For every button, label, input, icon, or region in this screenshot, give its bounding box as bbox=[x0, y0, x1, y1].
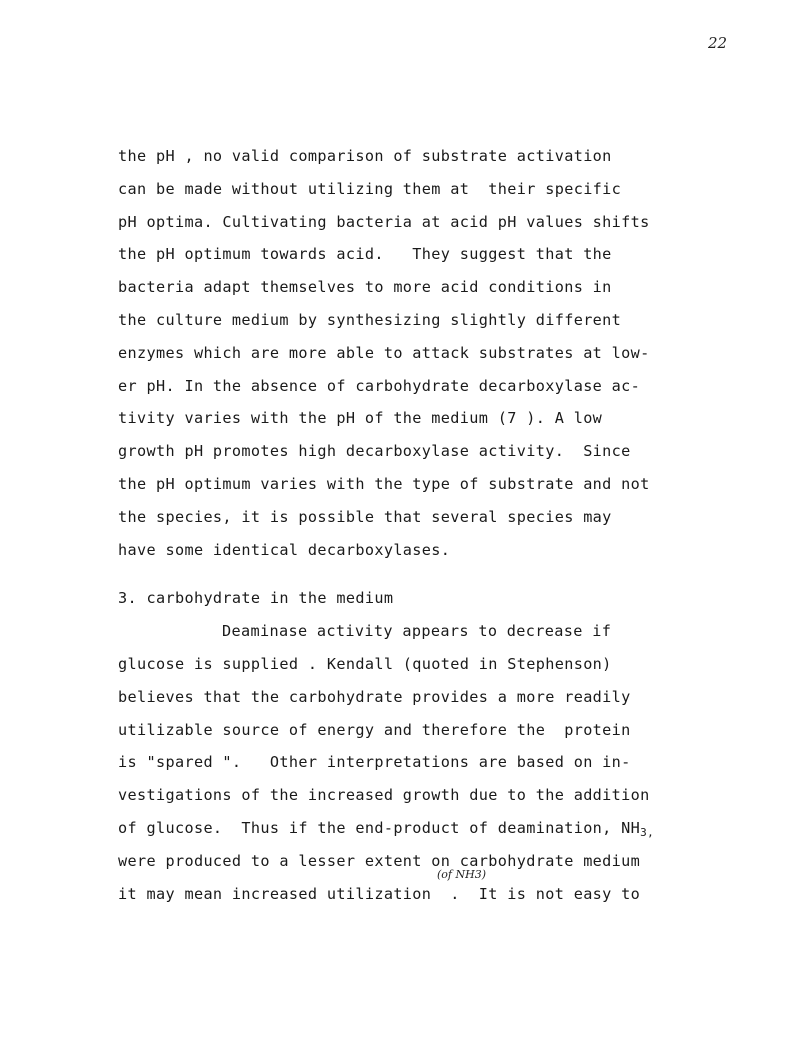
text-line: pH optima. Cultivating bacteria at acid pH values shifts bbox=[118, 212, 650, 231]
text-line: can be made without utilizing them at their specific bbox=[118, 179, 622, 198]
document-body bbox=[118, 140, 698, 910]
text-line: tivity varies with the pH of the medium (7 ). A low bbox=[118, 409, 603, 428]
text-line: the pH optimum towards acid. They suggest that the bbox=[118, 245, 612, 264]
section-heading: 3. carbohydrate in the medium bbox=[118, 589, 394, 608]
text-line: growth pH promotes high decarboxylase activity. Since bbox=[118, 442, 631, 461]
text-line: glucose is supplied . Kendall (quoted in Stephenson) bbox=[118, 654, 612, 673]
text-line: the culture medium by synthesizing slightly different bbox=[118, 310, 622, 329]
text-segment: of glucose. Thus if the end-product of deamination, NH bbox=[118, 818, 641, 837]
page-number: 22 bbox=[708, 34, 728, 52]
text-line: the species, it is possible that several species may bbox=[118, 507, 612, 526]
text-line: were produced to a lesser extent on carbohydrate medium bbox=[118, 851, 641, 870]
text-line: the pH , no valid comparison of substrate activation bbox=[118, 147, 612, 165]
text-line: the pH optimum varies with the type of substrate and not bbox=[118, 474, 650, 493]
handwritten-annotation: (of NH3) bbox=[437, 868, 486, 881]
text-line: vestigations of the increased growth due to the addition bbox=[118, 786, 650, 805]
text-line-with-formula bbox=[118, 812, 698, 845]
text-line: enzymes which are more able to attack substrates at low- bbox=[118, 343, 650, 362]
text-line: have some identical decarboxylases. bbox=[118, 540, 451, 559]
text-line: er pH. In the absence of carbohydrate decarboxylase ac- bbox=[118, 376, 641, 395]
subscript: 3, bbox=[640, 825, 655, 839]
text-line: it may mean increased utilization . It is not easy to bbox=[118, 884, 641, 903]
text-line: bacteria adapt themselves to more acid conditions in bbox=[118, 278, 612, 297]
text-line: Deaminase activity appears to decrease if bbox=[222, 622, 612, 641]
text-line: utilizable source of energy and therefore the protein bbox=[118, 720, 631, 739]
text-line: is "spared ". Other interpretations are based on in- bbox=[118, 753, 631, 772]
text-line: believes that the carbohydrate provides a more readily bbox=[118, 687, 631, 706]
